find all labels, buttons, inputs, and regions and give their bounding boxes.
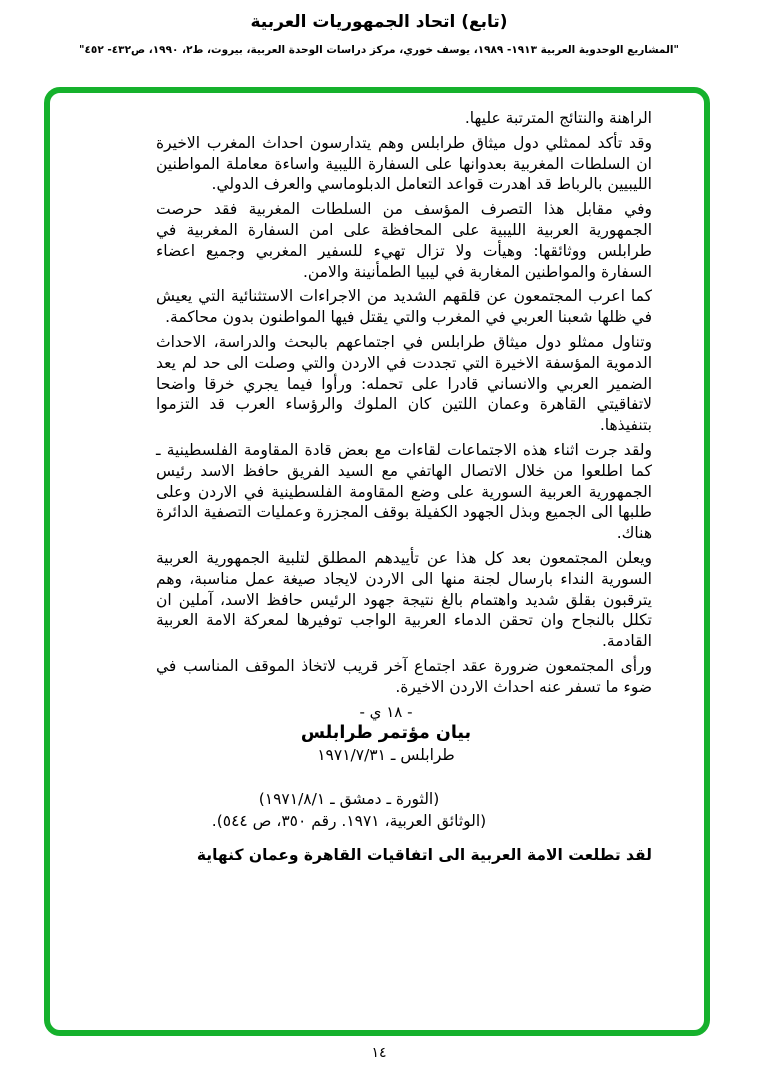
body-paragraph: وقد تأكد لممثلي دول ميثاق طرابلس وهم يتدارسون احداث المغرب الاخيرة ان السلطات المغربية بعدوانها على السفارة الليبية واساءة معاملة المواطنين الليبيين بالرباط قد اهدرت قواعد التعامل الدبلوماسي والعرف الدولي. xyxy=(156,133,652,194)
body-paragraph: ويعلن المجتمعون بعد كل هذا عن تأييدهم المطلق لتلبية الجمهورية العربية السورية النداء بارسال لجنة منها الى الاردن لايجاد صيغة عمل مناسبة، وهم يترقبون بقلق شديد واهتمام بالغ نتيجة جهود الرئيس حافظ الاسد، آملين ان تكلل بالنجاح وان تحقن الدماء العربية الواجب توفيرها لمعركة الامة العربية القادمة. xyxy=(156,548,652,651)
continuation-line: الراهنة والنتائج المترتبة عليها. xyxy=(464,109,652,127)
document-title: بيان مؤتمر طرابلس xyxy=(300,723,472,744)
document-number: - ١٨ ي - xyxy=(359,702,413,721)
body-paragraph: ولقد جرت اثناء هذه الاجتماعات لقاءات مع بعض قادة المقاومة الفلسطينية ـ كما اطلعوا من خلال الاتصال الهاتفي مع السيد الفريق حافظ الاسد رئيس الجمهورية العربية السورية على وضع المقاومة الفلسطينية في الاردن وعلى طلبها الى الجميع وبذل الجهود الكفيلة بوقف المجزرة وعمليات التصفية الدائرة هناك. xyxy=(156,440,652,543)
citation-line: (الوثائق العربية، ١٩٧١. رقم ٣٥٠، ص ٥٤٤). xyxy=(211,812,487,831)
page-title: (تابع) اتحاد الجمهوريات العربية xyxy=(250,12,508,32)
document-body xyxy=(50,93,704,1030)
body-paragraph: وتناول ممثلو دول ميثاق طرابلس في اجتماعهم بالبحث والدراسة، الاحداث الدموية المؤسفة الاخيرة التي تجددت في الاردن والتي وصلت الى حد لم يعد الضمير العربي والانساني قادرا على تحمله: ورأوا فيما يجري خرقا واضحا لاتفاقيتي القاهرة وعمان اللتين كان الملوك والرؤساء العرب قد التزموا بتنفيذها. xyxy=(156,332,652,435)
next-document-opening-line: لقد تطلعت الامة العربية الى اتفاقيات القاهرة وعمان كنهاية xyxy=(196,845,652,864)
page-number: ١٤ xyxy=(371,1045,387,1061)
citation-line: (الثورة ـ دمشق ـ ١٩٧١/٨/١) xyxy=(258,789,440,808)
document-place-date: طرابلس ـ ١٩٧١/٧/٣١ xyxy=(317,746,455,765)
body-paragraph: كما اعرب المجتمعون عن قلقهم الشديد من الاجراءات الاستثنائية التي يعيش في ظلها شعبنا العربي في المغرب والتي يقتل فيها المواطنون بدون محاكمة. xyxy=(156,287,652,327)
page-header xyxy=(0,12,758,56)
green-border-frame xyxy=(44,87,710,1036)
body-paragraph: ورأى المجتمعون ضرورة عقد اجتماع آخر قريب لاتخاذ الموقف المناسب في ضوء ما تسفر عنه احداث الاردن الاخيرة. xyxy=(156,656,652,696)
citation-block xyxy=(156,788,652,833)
body-paragraph: وفي مقابل هذا التصرف المؤسف من السلطات المغربية فقد حرصت الجمهورية العربية الليبية على المحافظة على امن السفارة المغربية في طرابلس ووثائقها: وهيأت ولا تزال تهيء للسفير المغربي وجميع اعضاء السفارة والمواطنين المغاربة في ليبيا الطمأنينة والامن. xyxy=(156,200,652,281)
source-citation-line: "المشاريع الوحدوية العربية ١٩١٣- ١٩٨٩، يوسف خوري، مركز دراسات الوحدة العربية، بيروت، ط٢، ١٩٩٠، ص٤٣٢- ٤٥٢" xyxy=(79,44,679,56)
document-signature-block xyxy=(156,702,652,766)
body-paragraphs xyxy=(156,133,652,698)
